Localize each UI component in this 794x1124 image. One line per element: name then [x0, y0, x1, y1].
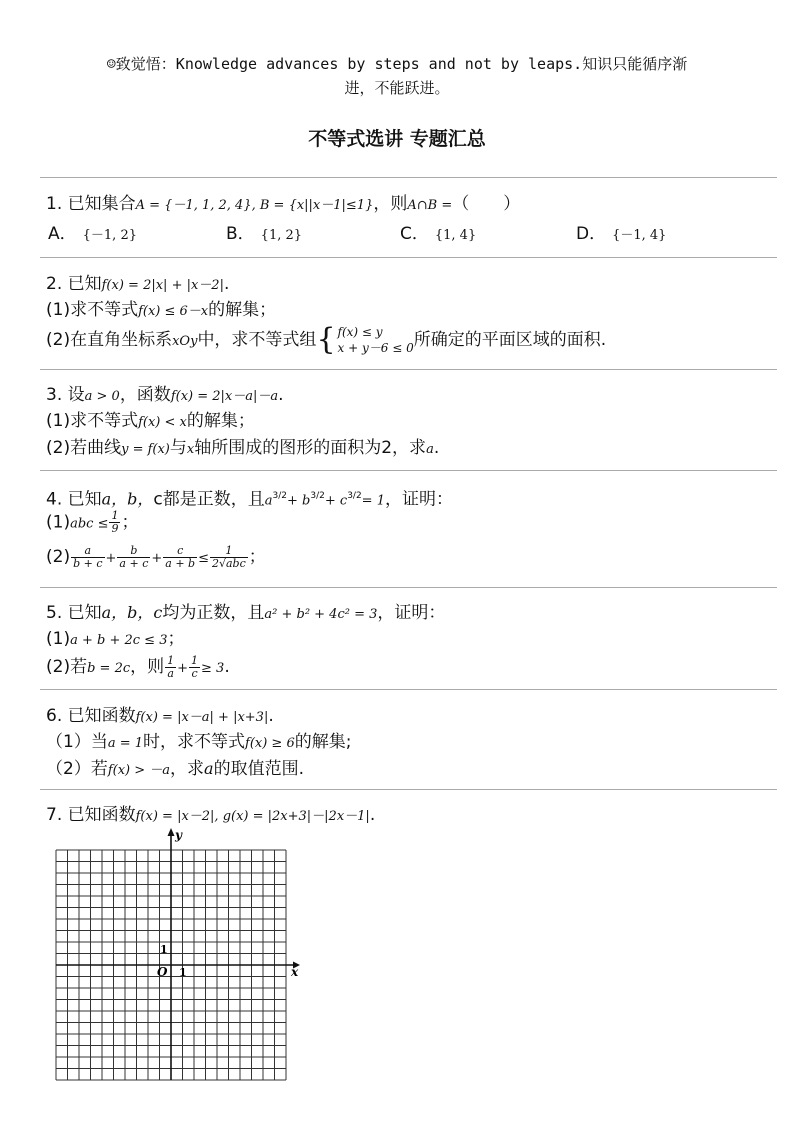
- divider: [40, 689, 777, 690]
- q6-p2-mid: ，求: [170, 759, 205, 779]
- q1-intersection: A∩B =: [407, 198, 453, 213]
- q1-option-c[interactable]: [400, 222, 476, 248]
- q6-function: f(x) = |x－a| + |x+3|: [135, 710, 269, 725]
- q6-part-1: [46, 730, 351, 756]
- q3-p1-prefix: (1)求不等式: [46, 411, 139, 431]
- q5-stem: [46, 601, 445, 627]
- option-letter: C．: [400, 224, 429, 244]
- q3-mid: ，函数: [119, 385, 171, 405]
- q4-exp-b: 3/2: [310, 491, 325, 501]
- q3-prefix: 3. 设: [46, 385, 85, 405]
- option-letter: B．: [226, 224, 255, 244]
- q2-inequality-system: [338, 324, 414, 356]
- q2-stem: [46, 272, 229, 298]
- q6-suffix: .: [268, 706, 274, 726]
- q6-p2-suffix: 的取值范围.: [213, 759, 304, 779]
- origin-label: O: [157, 965, 168, 979]
- q5-p1-prefix: (1): [46, 629, 71, 649]
- y-unit-label: 1: [160, 943, 168, 956]
- denominator: c: [191, 666, 198, 680]
- denominator: 2√abc: [211, 556, 246, 570]
- x-unit-label: 1: [179, 966, 187, 979]
- q4-p2-frac-3: [163, 545, 197, 570]
- q4-part-1: [46, 510, 138, 537]
- q4-rhs: = 1: [361, 493, 385, 509]
- denominator: a + c: [119, 556, 149, 570]
- q5-p2-prefix: (2)若: [46, 657, 88, 677]
- q2-function: f(x) = 2|x| + |x－2|: [101, 278, 224, 293]
- divider: [40, 257, 777, 258]
- q1-option-b[interactable]: [226, 222, 302, 248]
- q3-p2-mid2: 轴所围成的图形的面积为2，求: [194, 438, 427, 458]
- q5-prefix: 5. 已知: [46, 603, 102, 623]
- q7-functions: f(x) = |x－2|, g(x) = |2x+3|－|2x－1|: [135, 809, 370, 824]
- q5-p2-frac-2: [189, 655, 200, 680]
- q4-vars: a，b，: [101, 489, 154, 509]
- y-axis-arrow-icon: [168, 828, 175, 836]
- motto-line-2: 进，不能跃进。: [344, 79, 450, 97]
- left-brace-icon: {: [316, 322, 336, 357]
- q2-p2-system-name: xOy: [172, 334, 198, 349]
- numerator: 1: [111, 509, 119, 522]
- q5-p1-inequality: a + b + 2c ≤ 3: [70, 633, 168, 648]
- q5-condition: a² + b² + 4c² = 3: [264, 607, 378, 622]
- numerator: c: [163, 545, 197, 558]
- numerator: b: [117, 545, 150, 558]
- q6-prefix: 6. 已知函数: [46, 706, 136, 726]
- denominator: a: [167, 666, 174, 680]
- q1-blank: （ ）: [452, 194, 521, 214]
- q4-p1-suffix: ；: [121, 512, 139, 533]
- q2-p2-mid: 中，求不等式组: [197, 330, 317, 350]
- q2-part-1: [46, 298, 276, 324]
- q4-term-a: a: [264, 493, 273, 509]
- q3-suffix: .: [278, 385, 284, 405]
- q3-p1-suffix: 的解集；: [186, 411, 255, 431]
- q3-p2-suffix: .: [433, 438, 440, 458]
- q6-stem: [46, 704, 274, 730]
- q4-exp-a: 3/2: [272, 491, 288, 501]
- q5-p2-rhs: ≥ 3: [201, 661, 225, 676]
- q5-mid: 均为正数，且: [162, 603, 265, 623]
- q4-term-b: + b: [287, 493, 311, 509]
- q6-p2-inequality: f(x) > －a: [107, 763, 171, 778]
- q3-p2-prefix: (2)若曲线: [46, 438, 122, 458]
- q4-p1-prefix: (1): [46, 512, 71, 533]
- q1-prefix: 1. 已知集合: [46, 194, 136, 214]
- q4-suffix: ，证明：: [384, 489, 453, 510]
- q2-p2-prefix: (2)在直角坐标系: [46, 330, 173, 350]
- q2-p1-suffix: 的解集；: [208, 300, 277, 320]
- q6-p1-prefix: （1）当: [46, 732, 108, 752]
- q5-suffix: ，证明：: [377, 603, 446, 623]
- denominator: b + c: [73, 556, 103, 570]
- divider: [40, 587, 777, 588]
- divider: [40, 177, 777, 178]
- q4-p1-fraction: [109, 510, 120, 535]
- q7-suffix: .: [369, 805, 376, 825]
- q6-p2-var: a: [204, 759, 214, 778]
- numerator: 1: [191, 653, 199, 667]
- q3-part-1: [46, 409, 255, 435]
- coordinate-grid: [54, 826, 304, 1084]
- q4-condition-text: c都是正数，且: [153, 489, 265, 510]
- q2-p1-inequality: f(x) ≤ 6－x: [138, 304, 209, 319]
- q4-prefix: 4. 已知: [46, 489, 102, 510]
- q3-p1-inequality: f(x) < x: [138, 415, 187, 430]
- option-value: {1, 2}: [260, 228, 303, 243]
- q4-p2-suffix: ；: [248, 547, 266, 567]
- q5-p2-condition: b = 2c: [87, 661, 131, 676]
- option-value: {1, 4}: [434, 228, 477, 243]
- q1-stem: [46, 192, 520, 218]
- y-axis-label: y: [175, 828, 182, 842]
- q2-p2-suffix: 所确定的平面区域的面积.: [413, 330, 607, 350]
- q5-part-1: [46, 627, 184, 653]
- q3-p2-var: a: [426, 442, 434, 457]
- q2-prefix: 2. 已知: [46, 274, 102, 294]
- divider: [40, 369, 777, 370]
- option-value: {－1, 2}: [82, 228, 137, 243]
- numerator: 1: [167, 653, 175, 667]
- q3-part-2: [46, 436, 439, 462]
- page-title: 不等式选讲 专题汇总: [308, 128, 486, 150]
- option-letter: A．: [48, 224, 77, 244]
- option-value: {－1, 4}: [612, 228, 667, 243]
- denominator: a + b: [165, 556, 196, 570]
- divider: [40, 470, 777, 471]
- motto-line-1: ☺致觉悟：Knowledge advances by steps and not by leaps.知识只能循序渐: [106, 55, 688, 73]
- option-letter: D．: [576, 224, 607, 244]
- q3-p2-curve: y = f(x): [121, 442, 170, 457]
- q6-p1-inequality: f(x) ≥ 6: [245, 736, 295, 751]
- q4-part-2: (2) $\frac{a}{b + c}$ + $\frac{b}{a + c}$ + $\frac{c}{a + b}$ ≤ $\frac{1}{\text{2√abc}}$ ；: [46, 543, 266, 570]
- q4-p2-frac-1: [71, 545, 104, 570]
- q5-vars: a，b，c: [101, 603, 163, 622]
- q2-p1-prefix: (1)求不等式: [46, 300, 139, 320]
- q6-p2-prefix: （2）若: [46, 759, 108, 779]
- q4-p2-frac-2: [117, 545, 150, 570]
- q3-p2-mid: 与: [169, 438, 187, 458]
- q6-p1-condition: a = 1: [107, 736, 144, 751]
- q7-prefix: 7. 已知函数: [46, 805, 136, 825]
- q5-part-2: (2)若b = 2c，则 $\frac{1}{a}$ + $\frac{1}{c}$ ≥ 3.: [46, 653, 230, 680]
- q3-stem: [46, 383, 284, 409]
- q4-p2-prefix: (2): [46, 547, 71, 567]
- x-axis-label: x: [291, 965, 299, 979]
- q1-option-a[interactable]: [48, 222, 137, 248]
- q6-p1-mid: 时，求不等式: [143, 732, 246, 752]
- q3-function: f(x) = 2|x－a|－a: [170, 389, 279, 404]
- q6-p1-suffix: 的解集;: [294, 732, 352, 752]
- q3-condition: a > 0: [84, 389, 120, 404]
- q2-sys-row-1: f(x) ≤ y: [337, 325, 383, 339]
- numerator: a: [71, 545, 104, 558]
- q4-p1-inequality: abc ≤: [70, 516, 109, 532]
- q5-p2-suffix: .: [224, 657, 230, 677]
- q6-part-2: [46, 757, 304, 783]
- q5-p2-mid: ，则: [130, 657, 165, 677]
- q4-term-c: + c: [324, 493, 348, 509]
- q2-part-2: [46, 322, 606, 360]
- denominator: 9: [111, 522, 119, 535]
- q1-option-d[interactable]: [576, 222, 666, 248]
- q1-sets: A = {－1, 1, 2, 4}, B = {x||x－1|≤1}: [135, 198, 374, 213]
- q3-p2-axis: x: [186, 442, 195, 457]
- q4-exp-c: 3/2: [347, 491, 362, 501]
- q1-suffix: ，则: [373, 194, 408, 214]
- q2-suffix: .: [223, 274, 230, 294]
- motto: [40, 52, 754, 100]
- numerator: 1: [210, 545, 248, 558]
- q2-sys-row-2: x + y－6 ≤ 0: [337, 341, 414, 355]
- q5-p1-suffix: ；: [167, 629, 185, 649]
- q4-p2-frac-rhs: [210, 545, 248, 570]
- q5-p2-frac-1: [165, 655, 176, 680]
- divider: [40, 789, 777, 790]
